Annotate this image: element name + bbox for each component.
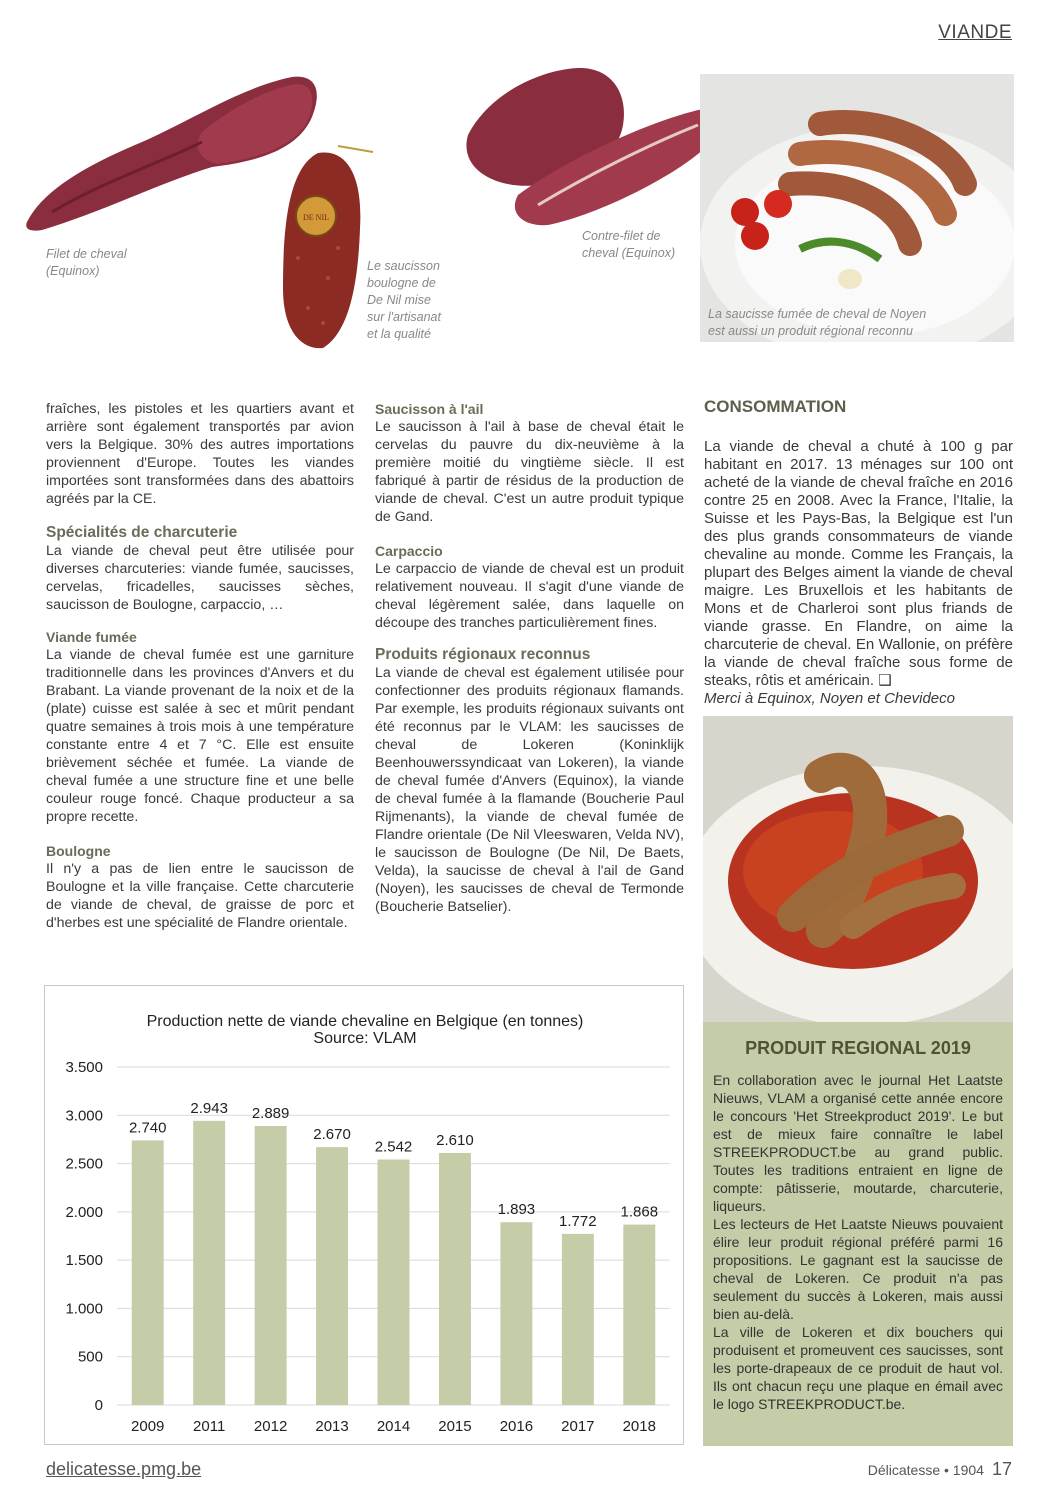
bar-2013 (316, 1147, 348, 1405)
chart-title: Production nette de viande chevaline en Belgique (en tonnes) (146, 1013, 584, 1030)
x-tick-label: 2015 (438, 1418, 472, 1435)
data-label: 2.542 (374, 1138, 413, 1156)
ail-text: Le saucisson à l'ail à base de cheval était le cervelas du pauvre du dix-neuvième à la première moitié du vingtième siècle. Il est fabriqué à partir de résidus de la production de viande de cheval. C'est un autre produit typique de Gand. (375, 419, 684, 525)
y-tick-label: 2.500 (65, 1155, 103, 1173)
production-chart (44, 985, 684, 1445)
data-label: 2.943 (190, 1099, 228, 1117)
produit-regional-box (703, 1022, 1013, 1446)
data-label: 2.610 (436, 1131, 474, 1149)
saucisse-plate (700, 74, 1014, 342)
thanks-note: Merci à Equinox, Noyen et Chevideco (704, 690, 955, 707)
data-label: 1.772 (559, 1212, 597, 1230)
spec-text: La viande de cheval peut être utilisée pour diverses charcuteries: viande fumée, saucisses, cervelas, fricadelles, saucisses sèches, saucisson de Boulogne, carpaccio, … (46, 543, 354, 613)
data-label: 2.670 (313, 1126, 351, 1144)
regional-p3: La ville de Lokeren et dix bouchers qui produisent et promeuvent ces saucisses, sont les porte-drapeaux de ce produit de haut vol. Ils ont chacun reçu une plaque en émail avec le logo STREEKPRODUCT.be. (713, 1324, 1003, 1412)
bar-2011 (193, 1121, 225, 1405)
bar-2009 (132, 1140, 164, 1405)
x-tick-label: 2009 (131, 1418, 165, 1435)
saucisse-caption: La saucisse fumée de cheval de Noyen est aussi un produit régional reconnu (708, 307, 927, 338)
magazine-issue: Délicatesse • 1904 (867, 1462, 984, 1478)
x-tick-label: 2012 (253, 1418, 288, 1435)
x-tick-label: 2013 (315, 1418, 349, 1435)
carpaccio-title: Carpaccio (375, 543, 443, 559)
column-2 (375, 400, 684, 916)
x-tick-label: 2011 (193, 1418, 226, 1435)
regionaux-text: La viande de cheval est également utilisée pour confectionner des produits régionaux flamands. Par exemple, les produits régionaux suivants ont été reconnus par le VLAM: les saucisses de cheval de Lokeren (Koninklijk Beenhouwerssyndicaat van Lokeren), la viande de cheval fumée d'Anvers (Equinox), la viande de cheval fumée à la flamande (Boucherie Paul Rijmenants), la viande de cheval fumée de Flandre orientale (De Nil Vleeswaren, Velda NV), le saucisson de Boulogne (De Nil, De Baets, Velda), la saucisse de cheval à l'ail de Gand (Noyen), les saucisses de cheval de Termonde (Boucherie Batselier). (375, 665, 684, 915)
chart-svg (45, 986, 685, 1446)
regional-p2: Les lecteurs de Het Laatste Nieuws pouvaient élire leur produit régional préféré parmi 16 propositions. Le gagnant est la saucisse de cheval de Lokeren. Ce produit n'a pas seulement du succès à Lokeren, mais aussi bien au-delà. (713, 1216, 1003, 1322)
regional-title: PRODUIT REGIONAL 2019 (745, 1038, 971, 1058)
sausage-dish-photo (703, 716, 1013, 1022)
y-tick-label: 2.000 (65, 1203, 103, 1221)
bar-2014 (378, 1160, 410, 1405)
spec-title: Spécialités de charcuterie (46, 524, 238, 541)
page-number: 17 (991, 1459, 1012, 1479)
footer-url-link[interactable]: delicatesse.pmg.be (46, 1459, 202, 1479)
bar-2012 (255, 1126, 287, 1405)
saucisse-photo (700, 74, 1014, 342)
contrefilet-image (458, 65, 723, 230)
footer-info (868, 1459, 1012, 1480)
x-tick-label: 2014 (376, 1418, 411, 1435)
y-tick-label: 1.000 (65, 1300, 103, 1318)
filet-caption: Filet de cheval (Equinox) (46, 247, 127, 278)
saucisson-label: DE NIL (303, 213, 329, 222)
saucisson-image (278, 138, 378, 353)
bar-2017 (562, 1234, 594, 1405)
y-tick-label: 0 (94, 1397, 103, 1414)
bar-2015 (439, 1153, 471, 1405)
y-tick-label: 500 (77, 1348, 103, 1366)
col1-intro: fraîches, les pistoles et les quartiers avant et arrière sont également transportés par avion vers la Belgique. 30% des autres importations proviennent d'Europe. Toutes les viandes importées sont transformées dans des abattoirs agréés par la CE. (46, 401, 354, 507)
boulogne-text: Il n'y a pas de lien entre le saucisson de Boulogne et la ville française. Cette charcuterie de viande de cheval, de graisse de porc et d'herbes est une spécialité de Flandre orientale. (46, 861, 354, 931)
carpaccio-text: Le carpaccio de viande de cheval est un produit relativement nouveau. Il s'agit d'une viande de cheval légèrement salée, dans laquelle on découpe des tranches particulièrement fines. (375, 561, 684, 631)
section-tag: VIANDE (938, 22, 1012, 43)
regional-p1: En collaboration avec le journal Het Laatste Nieuws, VLAM a organisé cette année encore le concours 'Het Streekproduct 2019'. Le but est de mieux faire connaître le label STREEKPRODUCT.be au grand public. Toutes les traditions entraient en ligne de compte: pâtisserie, moutarde, charcuterie, liqueurs. (713, 1072, 1003, 1214)
data-label: 1.868 (620, 1203, 659, 1221)
bar-2016 (500, 1222, 532, 1405)
consommation-section (704, 398, 1013, 708)
ail-title: Saucisson à l'ail (375, 401, 484, 417)
x-tick-label: 2017 (561, 1418, 595, 1435)
y-tick-label: 3.000 (65, 1107, 103, 1125)
x-tick-label: 2018 (622, 1418, 656, 1435)
data-label: 2.889 (251, 1105, 290, 1123)
contrefilet-caption: Contre-filet de cheval (Equinox) (582, 229, 676, 260)
y-tick-label: 3.500 (65, 1059, 103, 1076)
data-label: 2.740 (128, 1119, 167, 1137)
saucisson-caption: Le saucisson boulogne de De Nil mise sur l'artisanat et la qualité (367, 259, 441, 341)
fumee-title: Viande fumée (46, 629, 137, 645)
regionaux-title: Produits régionaux reconnus (375, 646, 591, 663)
data-label: 1.893 (497, 1201, 536, 1219)
dish-plate (703, 716, 1013, 1022)
consommation-title: CONSOMMATION (704, 397, 847, 416)
consommation-text: La viande de cheval a chuté à 100 g par habitant en 2017. 13 ménages sur 100 ont acheté de la viande de cheval fraîche en 2016 contre 25 en 2008. Avec la France, l'Italie, la Suisse et les Pays-Bas, la Belgique est l'un des plus grands consommateurs de viande chevaline au monde. Comme les Français, la plupart des Belges aiment la viande de cheval maigre. Les Bruxellois et les habitants de Mons et de Charleroi sont plus friands de viande grasse. En Flandre, on aime la charcuterie de cheval. En Wallonie, on préfère la viande de cheval fraîche sous forme de steaks, rôtis et américain. ❑ (704, 438, 1013, 689)
y-tick-label: 1.500 (65, 1252, 103, 1270)
chart-subtitle: Source: VLAM (313, 1030, 417, 1047)
bar-2018 (623, 1225, 655, 1405)
fumee-text: La viande de cheval fumée est une garniture traditionnelle dans les provinces d'Anvers et du Brabant. La viande provenant de la noix et de la (plate) cuisse est salée à sec et mûrit pendant quatre semaines à trois mois à une température constante entre 4 et 7 °C. Elle est ensuite brièvement séchée et fumée. La viande de cheval fumée a une structure fine et une belle couleur rouge foncé. Chaque producteur a sa propre recette. (46, 647, 354, 825)
x-tick-label: 2016 (499, 1418, 534, 1435)
boulogne-title: Boulogne (46, 843, 111, 859)
filet-image (22, 72, 322, 237)
column-1 (46, 400, 354, 932)
